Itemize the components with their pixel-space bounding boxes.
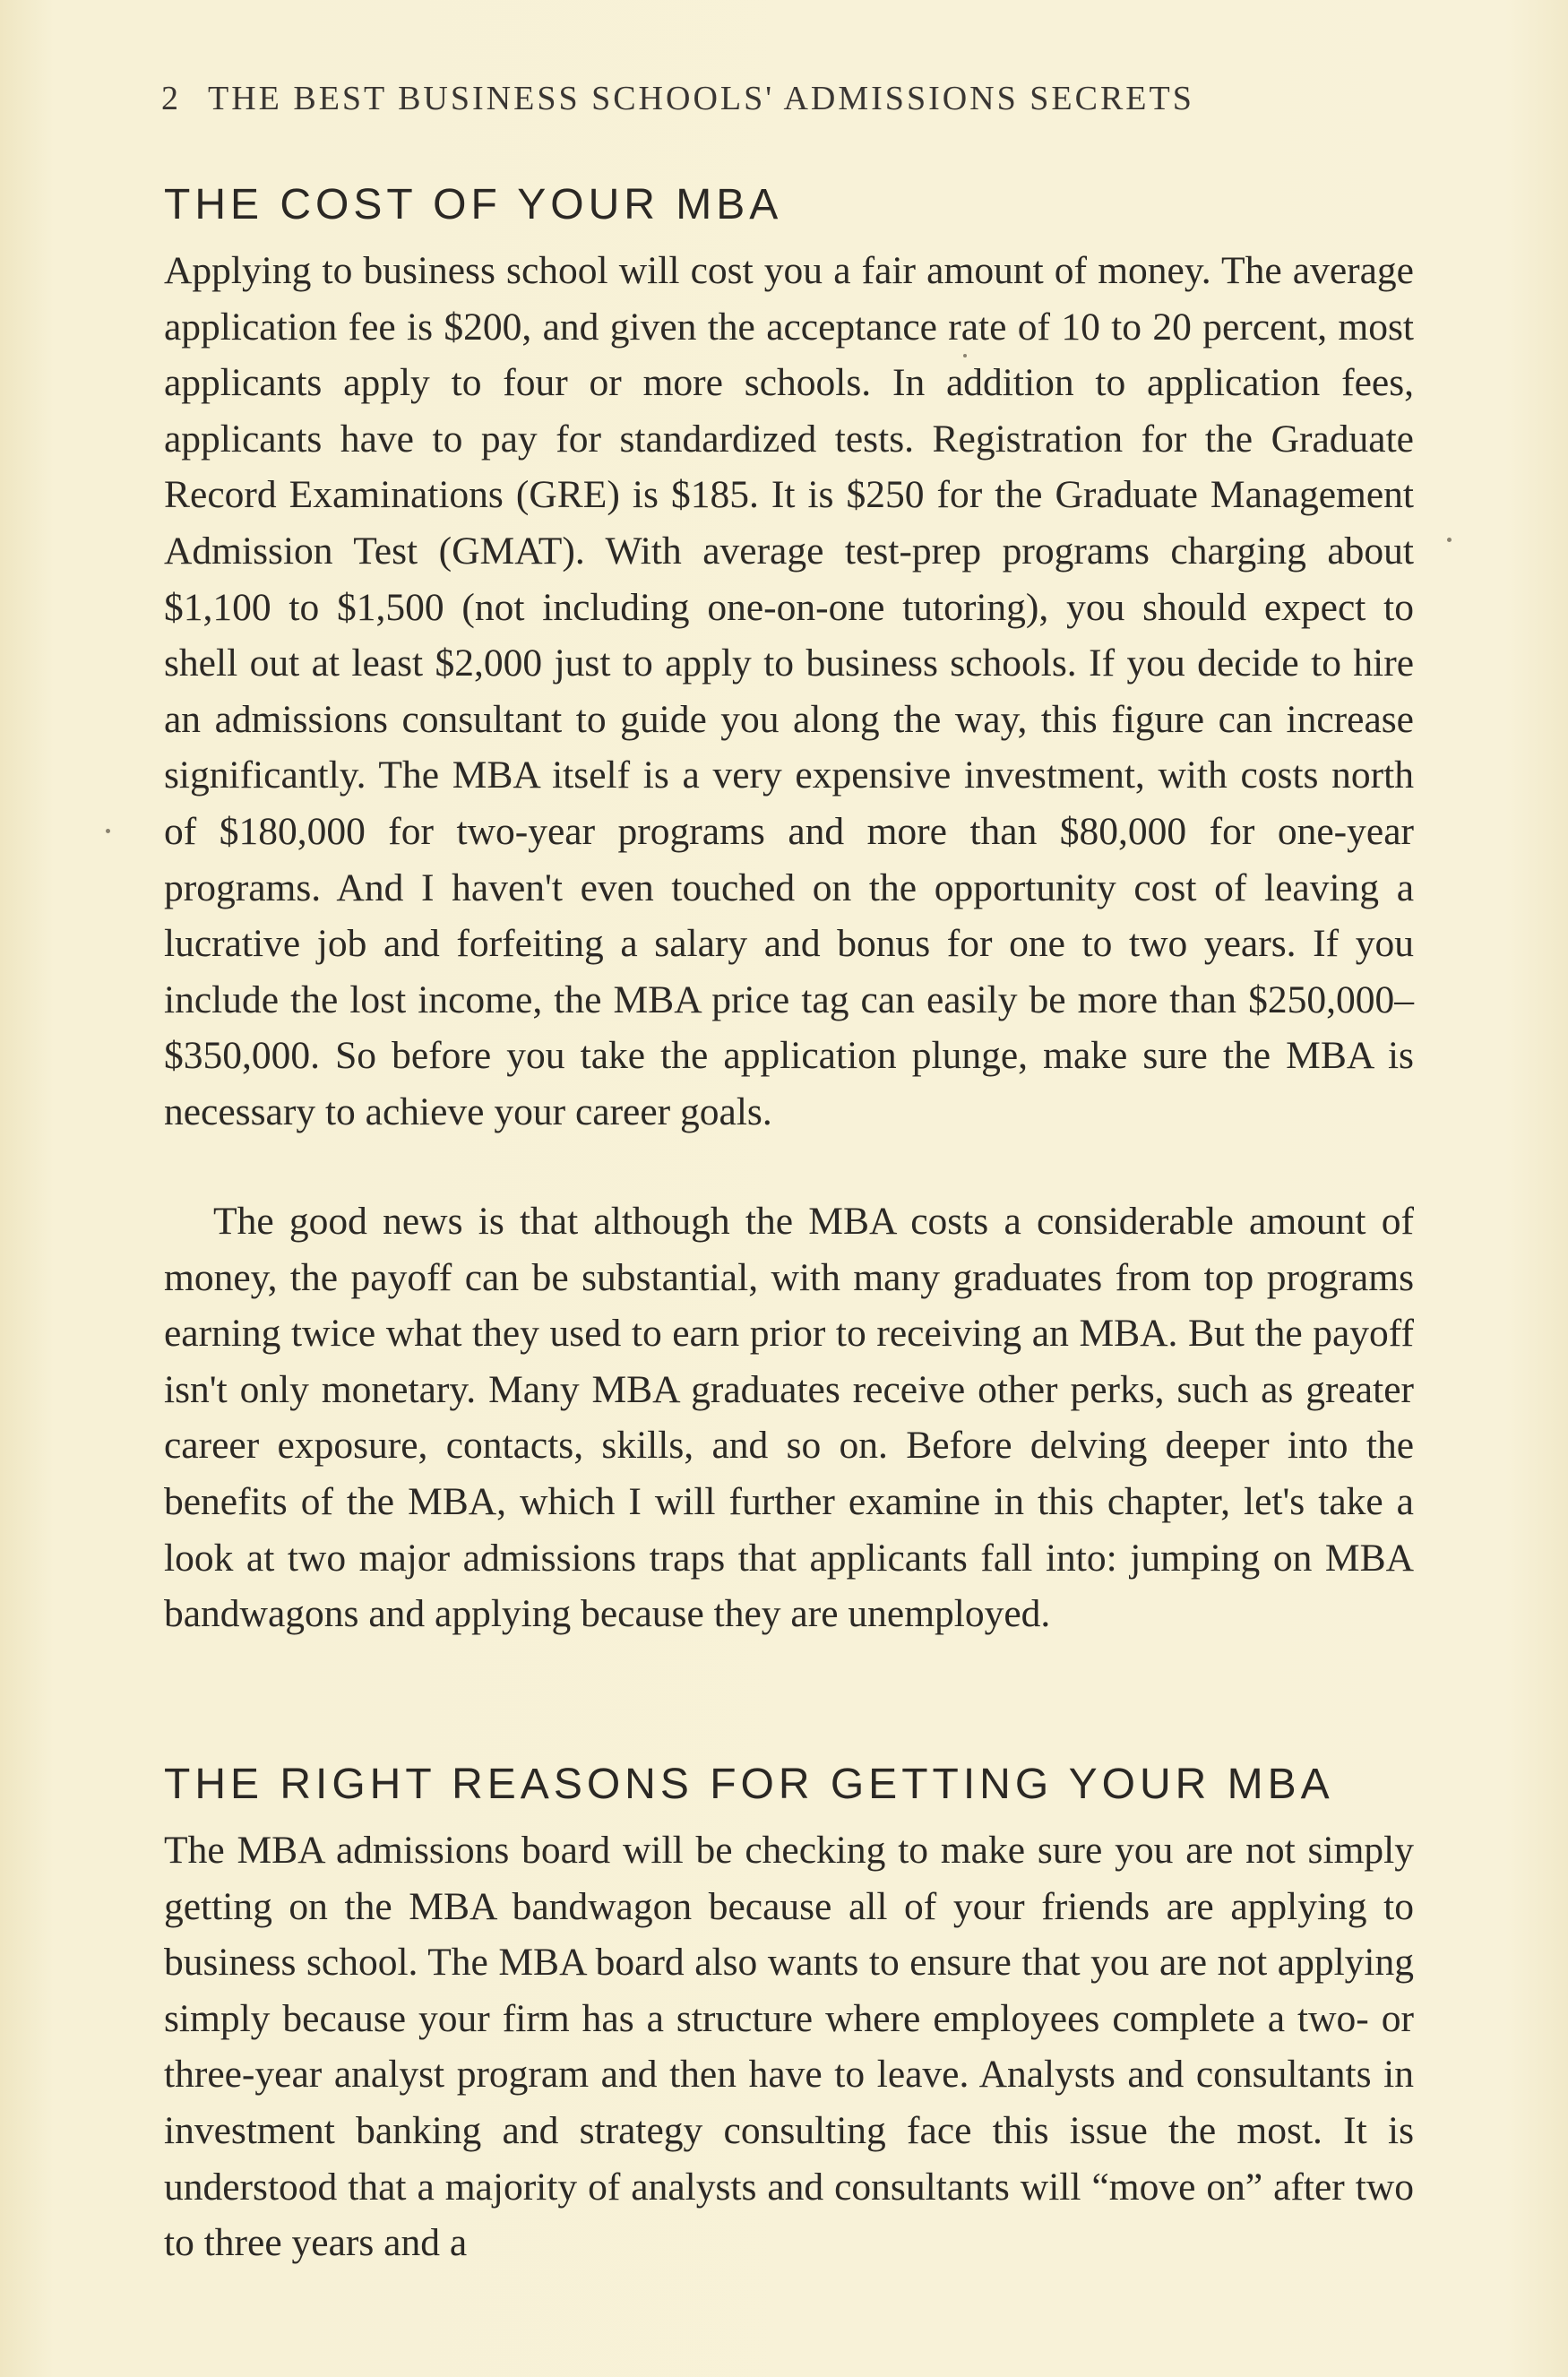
book-title: THE BEST BUSINESS SCHOOLS' ADMISSIONS SECRETS xyxy=(208,80,1194,117)
paper-speck xyxy=(963,354,967,357)
body-paragraph: Applying to business school will cost you a fair amount of money. The average application fee is $200, and given the acceptance rate of 10 to 20 percent, most applicants apply to four or more schools. In addition to application fees, applicants have to pay for standardized tests. Registration for the Graduate Record Examinations (GRE) is $185. It is $250 for the Graduate Management Admission Test (GMAT). With average test-prep programs charging about $1,100 to $1,500 (not including one-on-one tutoring), you should expect to shell out at least $2,000 just to apply to business schools. If you decide to hire an admissions consultant to guide you along the way, this figure can increase significantly. The MBA itself is a very expensive investment, with costs north of $180,000 for two-year programs and more than $80,000 for one-year programs. And I haven't even touched on the opportunity cost of leaving a lucrative job and forfeiting a salary and bonus for one to two years. If you include the lost income, the MBA price tag can easily be more than $250,000–$350,000. So before you take the application plunge, make sure the MBA is necessary to achieve your career goals. xyxy=(164,249,1414,1133)
section-heading-right-reasons: THE RIGHT REASONS FOR GETTING YOUR MBA xyxy=(164,1761,1334,1808)
body-paragraph: The good news is that although the MBA costs a considerable amount of money, the payoff can be substantial, with many graduates from top programs earning twice what they used to earn prior to receiving an MBA. But the payoff isn't only monetary. Many MBA graduates receive other perks, such as greater career exposure, contacts, skills, and so on. Before delving deeper into the benefits of the MBA, which I will further examine in this chapter, let's take a look at two major admissions traps that applicants fall into: jumping on MBA bandwagons and applying because they are unemployed. xyxy=(164,1200,1414,1636)
page-number: 2 xyxy=(161,80,181,117)
paper-speck xyxy=(106,829,110,833)
paper-speck xyxy=(1447,538,1452,542)
running-head xyxy=(161,79,1194,118)
body-paragraph: The MBA admissions board will be checking to make sure you are not simply getting on the MBA bandwagon because all of your friends are applying to business school. The MBA board also wants to ensure that you are not applying simply because your firm has a structure where employees complete a two- or three-year analyst program and then have to leave. Analysts and consultants in investment banking and strategy consulting face this issue the most. It is understood that a majority of analysts and consultants will “move on” after two to three years and a xyxy=(164,1829,1414,2265)
section-heading-cost: THE COST OF YOUR MBA xyxy=(164,181,783,228)
